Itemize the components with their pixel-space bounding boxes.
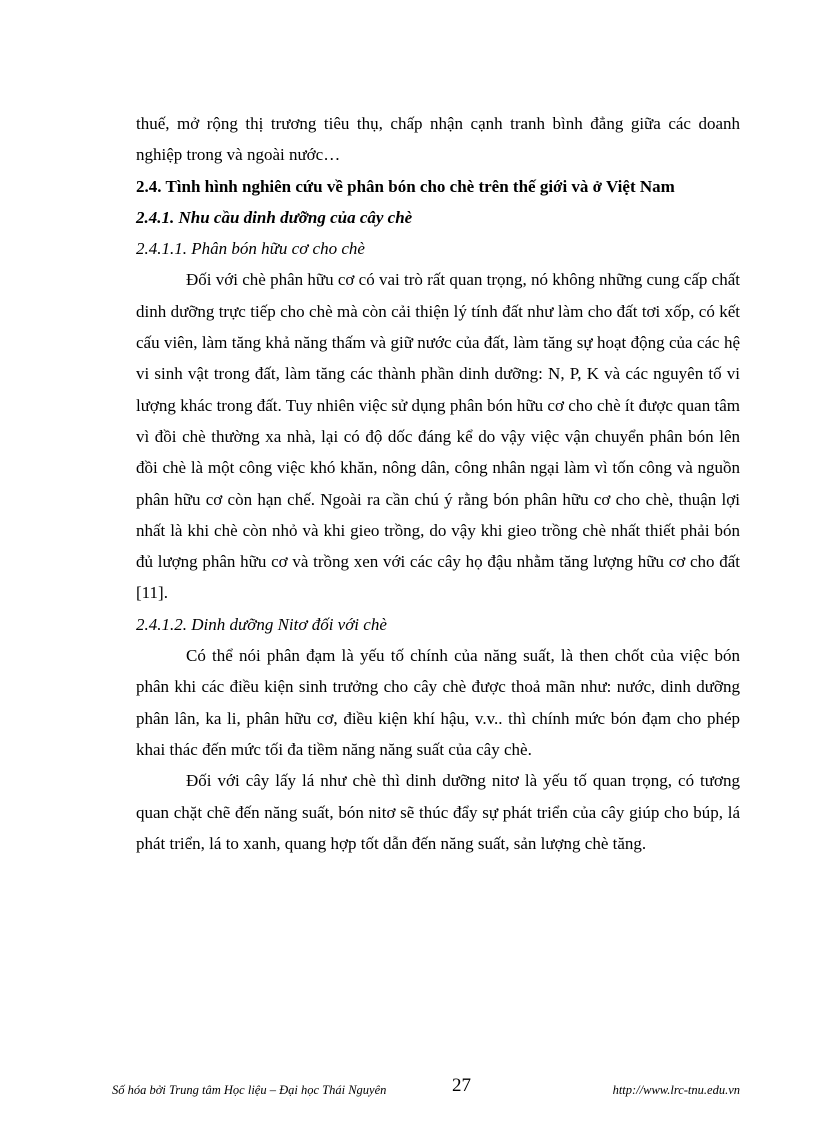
footer-credit: Số hóa bởi Trung tâm Học liệu – Đại học Thái Nguyên [112,1083,387,1097]
section-heading-2-4-1-2: 2.4.1.2. Dinh dưỡng Nitơ đối với chè [136,614,387,634]
paragraph-nitrogen-2: Đối với cây lấy lá như chè thì dinh dưỡng nitơ là yếu tố quan trọng, có tương quan chặt chẽ đến năng suất, bón nitơ sẽ thúc đẩy sự phát triển của cây giúp cho búp, lá phát triển, lá to xanh, quang hợp tốt dẫn đến năng suất, sản lượng chè tăng. [136,771,740,853]
paragraph-continued: thuế, mở rộng thị trương tiêu thụ, chấp nhận cạnh tranh bình đẳng giữa các doanh nghiệp trong và ngoài nước… [136,114,740,165]
page-number: 27 [452,1075,471,1096]
page-content [136,108,740,859]
page-footer [112,1075,740,1099]
paragraph-nitrogen-1: Có thể nói phân đạm là yếu tố chính của năng suất, là then chốt của việc bón phân khi các điều kiện sinh trưởng cho cây chè được thoả mãn như: nước, dinh dưỡng phân lân, ka li, phân hữu cơ, điều kiện khí hậu, v.v.. thì chính mức bón đạm cho phép khai thác đến mức tối đa tiềm năng năng suất của cây chè. [136,646,740,759]
section-heading-2-4: 2.4. Tình hình nghiên cứu về phân bón cho chè trên thế giới và ở Việt Nam [136,176,675,196]
paragraph-organic-fertilizer: Đối với chè phân hữu cơ có vai trò rất quan trọng, nó không những cung cấp chất dinh dưỡng trực tiếp cho chè mà còn cải thiện lý tính đất như làm cho đất tơi xốp, có kết cấu viên, làm tăng khả năng thấm và giữ nước của đất, làm tăng sự hoạt động của các hệ vi sinh vật trong đất, làm tăng các thành phần dinh dưỡng: N, P, K và các nguyên tố vi lượng khác trong đất. Tuy nhiên việc sử dụng phân bón hữu cơ cho chè ít được quan tâm vì đồi chè thường xa nhà, lại có độ dốc đáng kể do vậy việc vận chuyển phân bón lên đồi chè là một công việc khó khăn, nông dân, công nhân ngại làm vì tốn công và nguồn phân hữu cơ còn hạn chế. Ngoài ra cần chú ý rằng bón phân hữu cơ cho chè, thuận lợi nhất là khi chè còn nhỏ và khi gieo trồng, do vậy khi gieo trồng chè nhất thiết phải bón đủ lượng phân hữu cơ và trồng xen với các cây họ đậu nhằm tăng lượng hữu cơ cho đất [11]. [136,270,740,603]
section-heading-2-4-1: 2.4.1. Nhu cầu dinh dưỡng của cây chè [136,207,413,227]
section-heading-2-4-1-1: 2.4.1.1. Phân bón hữu cơ cho chè [136,239,365,259]
footer-url[interactable]: http://www.lrc-tnu.edu.vn [612,1083,740,1097]
